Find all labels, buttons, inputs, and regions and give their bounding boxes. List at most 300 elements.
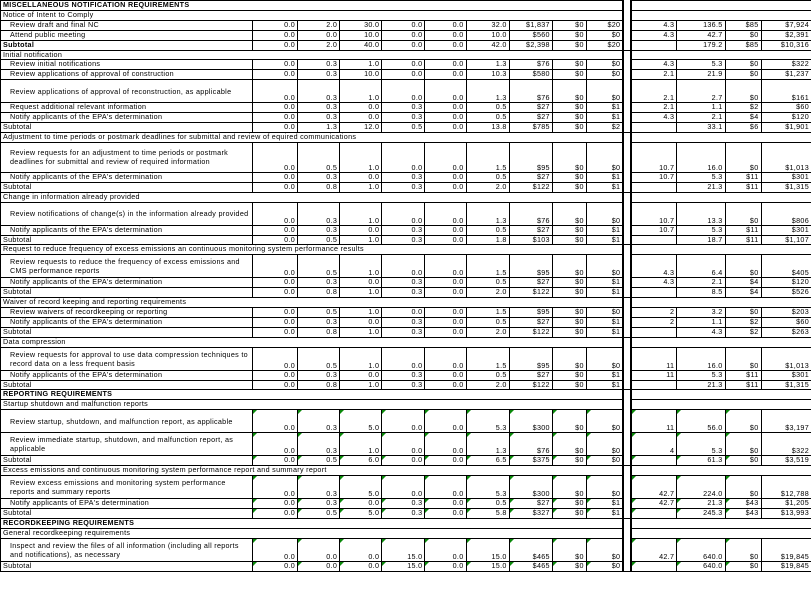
value-cell[interactable]: 0.0 (252, 20, 297, 30)
value-cell[interactable]: 0.3 (298, 476, 340, 499)
value-cell[interactable]: 6.4 (677, 255, 725, 278)
value-cell[interactable]: 33.1 (677, 123, 725, 133)
value-cell[interactable]: 0.0 (252, 410, 297, 433)
value-cell[interactable]: 0.5 (298, 235, 340, 245)
row-label[interactable]: Subtotal (1, 509, 253, 519)
value-cell[interactable]: $0 (552, 278, 586, 288)
value-cell[interactable] (631, 456, 677, 466)
row-label[interactable]: Review requests for an adjustment to time periods or postmark deadlines for submittal and review of required information (1, 142, 253, 172)
value-cell[interactable]: 0.3 (298, 370, 340, 380)
value-cell[interactable]: $1,205 (761, 499, 811, 509)
value-cell[interactable]: 11 (631, 347, 677, 370)
value-cell[interactable]: 0.5 (298, 347, 340, 370)
value-cell[interactable]: $465 (509, 561, 552, 571)
value-cell[interactable]: 1.0 (340, 288, 382, 298)
value-cell[interactable]: 0.0 (340, 499, 382, 509)
value-cell[interactable]: $2 (725, 317, 761, 327)
value-cell[interactable]: $1 (586, 225, 623, 235)
value-cell[interactable]: $1,901 (761, 123, 811, 133)
value-cell[interactable]: 245.3 (677, 509, 725, 519)
value-cell[interactable]: $76 (509, 80, 552, 103)
value-cell[interactable]: $301 (761, 172, 811, 182)
value-cell[interactable]: 0.5 (466, 278, 509, 288)
value-cell[interactable] (631, 327, 677, 337)
value-cell[interactable]: 0.0 (252, 182, 297, 192)
value-cell[interactable]: $11 (725, 370, 761, 380)
value-cell[interactable]: $11 (725, 380, 761, 390)
value-cell[interactable]: 4.3 (631, 20, 677, 30)
value-cell[interactable]: $19,845 (761, 561, 811, 571)
value-cell[interactable]: $0 (725, 202, 761, 225)
value-cell[interactable]: 0.5 (466, 317, 509, 327)
value-cell[interactable]: 15.0 (466, 538, 509, 561)
value-cell[interactable]: 0.0 (382, 202, 425, 225)
value-cell[interactable]: 13.3 (677, 202, 725, 225)
value-cell[interactable]: 0.0 (425, 60, 466, 70)
value-cell[interactable]: $1 (586, 278, 623, 288)
value-cell[interactable]: 0.3 (382, 113, 425, 123)
value-cell[interactable]: 15.0 (382, 561, 425, 571)
value-cell[interactable]: 0.0 (252, 538, 297, 561)
value-cell[interactable]: $7,924 (761, 20, 811, 30)
value-cell[interactable]: 21.3 (677, 182, 725, 192)
blank-cell[interactable] (631, 132, 811, 142)
value-cell[interactable]: $0 (586, 255, 623, 278)
value-cell[interactable]: 0.0 (382, 142, 425, 172)
value-cell[interactable]: 0.3 (298, 410, 340, 433)
value-cell[interactable]: 0.0 (425, 410, 466, 433)
value-cell[interactable]: $161 (761, 80, 811, 103)
value-cell[interactable]: $580 (509, 70, 552, 80)
row-label[interactable]: Request additional relevant information (1, 103, 253, 113)
value-cell[interactable]: 1.0 (340, 380, 382, 390)
value-cell[interactable]: 0.0 (252, 60, 297, 70)
value-cell[interactable]: $0 (586, 60, 623, 70)
row-label[interactable]: Notify applicants of the EPA's determination (1, 172, 253, 182)
value-cell[interactable]: $1,013 (761, 347, 811, 370)
value-cell[interactable]: $1 (586, 288, 623, 298)
value-cell[interactable]: $1,107 (761, 235, 811, 245)
value-cell[interactable]: 2.0 (298, 20, 340, 30)
value-cell[interactable]: $2,398 (509, 40, 552, 50)
value-cell[interactable]: 5.0 (340, 509, 382, 519)
row-label[interactable]: Notice of Intent to Comply (1, 10, 624, 20)
row-label[interactable]: Subtotal (1, 561, 253, 571)
value-cell[interactable]: 1.3 (466, 60, 509, 70)
blank-cell[interactable] (631, 50, 811, 60)
value-cell[interactable]: 0.0 (425, 499, 466, 509)
value-cell[interactable]: 0.0 (425, 182, 466, 192)
value-cell[interactable]: $4 (725, 288, 761, 298)
value-cell[interactable]: 0.0 (252, 499, 297, 509)
value-cell[interactable]: $301 (761, 225, 811, 235)
value-cell[interactable]: $11 (725, 172, 761, 182)
row-label[interactable]: Review requests for approval to use data compression techniques to record data on a less frequent basis (1, 347, 253, 370)
value-cell[interactable]: 0.0 (382, 308, 425, 318)
value-cell[interactable]: $0 (552, 30, 586, 40)
row-label[interactable]: Subtotal (1, 40, 253, 50)
value-cell[interactable]: 0.0 (425, 317, 466, 327)
value-cell[interactable]: $0 (552, 225, 586, 235)
value-cell[interactable]: $0 (586, 561, 623, 571)
value-cell[interactable]: $0 (586, 30, 623, 40)
value-cell[interactable]: $1 (586, 317, 623, 327)
value-cell[interactable]: $4 (725, 113, 761, 123)
value-cell[interactable]: 0.0 (252, 70, 297, 80)
value-cell[interactable]: 0.0 (425, 40, 466, 50)
value-cell[interactable]: 0.0 (382, 40, 425, 50)
value-cell[interactable]: $0 (552, 113, 586, 123)
value-cell[interactable]: 10.0 (466, 30, 509, 40)
value-cell[interactable]: 2.0 (298, 40, 340, 50)
value-cell[interactable]: $0 (552, 142, 586, 172)
value-cell[interactable]: 0.0 (382, 80, 425, 103)
row-label[interactable]: Review waivers of recordkeeping or reporting (1, 308, 253, 318)
value-cell[interactable]: 1.0 (340, 142, 382, 172)
value-cell[interactable]: $20 (586, 40, 623, 50)
value-cell[interactable]: $1 (586, 509, 623, 519)
value-cell[interactable]: 15.0 (382, 538, 425, 561)
value-cell[interactable]: 11 (631, 370, 677, 380)
value-cell[interactable]: 0.3 (382, 380, 425, 390)
value-cell[interactable]: 5.3 (466, 410, 509, 433)
value-cell[interactable]: 0.8 (298, 327, 340, 337)
value-cell[interactable]: $1 (586, 380, 623, 390)
value-cell[interactable]: $27 (509, 225, 552, 235)
value-cell[interactable]: 2.1 (631, 80, 677, 103)
value-cell[interactable]: 0.0 (425, 142, 466, 172)
value-cell[interactable]: 5.3 (677, 225, 725, 235)
value-cell[interactable] (631, 561, 677, 571)
value-cell[interactable]: $0 (725, 60, 761, 70)
value-cell[interactable]: 0.0 (252, 278, 297, 288)
value-cell[interactable]: 0.0 (340, 317, 382, 327)
value-cell[interactable]: $19,845 (761, 538, 811, 561)
value-cell[interactable]: $1,837 (509, 20, 552, 30)
value-cell[interactable]: $27 (509, 370, 552, 380)
value-cell[interactable] (631, 40, 677, 50)
value-cell[interactable]: 0.0 (425, 561, 466, 571)
value-cell[interactable]: 0.8 (298, 288, 340, 298)
row-label[interactable]: Notify applicants of the EPA's determination (1, 370, 253, 380)
value-cell[interactable]: $0 (552, 80, 586, 103)
value-cell[interactable]: 13.8 (466, 123, 509, 133)
value-cell[interactable]: $300 (509, 476, 552, 499)
value-cell[interactable]: 1.5 (466, 255, 509, 278)
value-cell[interactable]: 0.0 (425, 380, 466, 390)
row-label[interactable]: Change in information already provided (1, 192, 624, 202)
value-cell[interactable]: 1.0 (340, 347, 382, 370)
value-cell[interactable]: $20 (586, 20, 623, 30)
value-cell[interactable]: $0 (725, 410, 761, 433)
value-cell[interactable]: 0.5 (466, 103, 509, 113)
value-cell[interactable]: 0.3 (298, 103, 340, 113)
value-cell[interactable]: 5.3 (677, 60, 725, 70)
value-cell[interactable]: 42.0 (466, 40, 509, 50)
value-cell[interactable]: $0 (552, 70, 586, 80)
value-cell[interactable]: 42.7 (677, 30, 725, 40)
value-cell[interactable]: $0 (725, 433, 761, 456)
value-cell[interactable]: 0.0 (425, 456, 466, 466)
value-cell[interactable]: $1 (586, 235, 623, 245)
value-cell[interactable]: 0.0 (252, 202, 297, 225)
value-cell[interactable]: 0.0 (425, 278, 466, 288)
value-cell[interactable]: 0.0 (382, 433, 425, 456)
blank-cell[interactable] (631, 10, 811, 20)
value-cell[interactable]: 18.7 (677, 235, 725, 245)
value-cell[interactable]: $1 (586, 103, 623, 113)
value-cell[interactable]: 0.3 (382, 235, 425, 245)
value-cell[interactable]: $0 (725, 538, 761, 561)
blank-cell[interactable] (631, 528, 811, 538)
value-cell[interactable]: 1.0 (340, 235, 382, 245)
value-cell[interactable]: $1 (586, 499, 623, 509)
value-cell[interactable]: $120 (761, 278, 811, 288)
value-cell[interactable]: $0 (552, 509, 586, 519)
value-cell[interactable]: $203 (761, 308, 811, 318)
row-label[interactable]: Initial notification (1, 50, 624, 60)
value-cell[interactable]: 1.5 (466, 308, 509, 318)
value-cell[interactable]: $0 (586, 476, 623, 499)
value-cell[interactable]: $560 (509, 30, 552, 40)
value-cell[interactable]: 0.0 (252, 476, 297, 499)
value-cell[interactable]: $0 (552, 172, 586, 182)
value-cell[interactable]: 0.5 (298, 255, 340, 278)
value-cell[interactable]: 4.3 (631, 278, 677, 288)
value-cell[interactable]: 0.3 (298, 499, 340, 509)
value-cell[interactable]: $806 (761, 202, 811, 225)
value-cell[interactable]: $11 (725, 225, 761, 235)
value-cell[interactable]: 0.3 (382, 499, 425, 509)
value-cell[interactable]: 0.0 (252, 113, 297, 123)
value-cell[interactable]: $0 (552, 255, 586, 278)
value-cell[interactable]: 0.5 (382, 123, 425, 133)
value-cell[interactable]: $300 (509, 410, 552, 433)
value-cell[interactable]: $0 (586, 308, 623, 318)
value-cell[interactable]: 4.3 (677, 327, 725, 337)
value-cell[interactable]: 0.0 (425, 30, 466, 40)
value-cell[interactable]: $120 (761, 113, 811, 123)
value-cell[interactable]: 0.0 (252, 225, 297, 235)
value-cell[interactable]: 2.1 (677, 278, 725, 288)
value-cell[interactable]: 61.3 (677, 456, 725, 466)
value-cell[interactable]: 0.3 (382, 370, 425, 380)
value-cell[interactable]: $76 (509, 60, 552, 70)
value-cell[interactable]: 1.0 (340, 255, 382, 278)
value-cell[interactable]: $785 (509, 123, 552, 133)
value-cell[interactable]: 2.1 (677, 113, 725, 123)
value-cell[interactable]: 0.0 (382, 30, 425, 40)
value-cell[interactable]: $0 (552, 123, 586, 133)
value-cell[interactable]: 16.0 (677, 142, 725, 172)
value-cell[interactable]: 0.3 (298, 60, 340, 70)
row-label[interactable]: Notify applicants of EPA's determination (1, 499, 253, 509)
value-cell[interactable]: 2.1 (631, 70, 677, 80)
value-cell[interactable]: $85 (725, 20, 761, 30)
value-cell[interactable]: 0.3 (382, 288, 425, 298)
value-cell[interactable]: $10,316 (761, 40, 811, 50)
value-cell[interactable]: 1.0 (340, 60, 382, 70)
row-label[interactable]: Review applications of approval of reconstruction, as applicable (1, 80, 253, 103)
value-cell[interactable]: 0.0 (382, 410, 425, 433)
value-cell[interactable]: 0.0 (252, 509, 297, 519)
value-cell[interactable]: 0.0 (425, 476, 466, 499)
value-cell[interactable]: 0.0 (252, 433, 297, 456)
value-cell[interactable]: 0.3 (382, 278, 425, 288)
value-cell[interactable]: 42.7 (631, 476, 677, 499)
value-cell[interactable]: $0 (552, 40, 586, 50)
value-cell[interactable]: $0 (586, 142, 623, 172)
value-cell[interactable]: 1.3 (298, 123, 340, 133)
value-cell[interactable]: $1 (586, 327, 623, 337)
value-cell[interactable]: 0.0 (425, 255, 466, 278)
value-cell[interactable]: 0.0 (252, 123, 297, 133)
row-label[interactable]: RECORDKEEPING REQUIREMENTS (1, 518, 624, 528)
value-cell[interactable]: 0.5 (298, 509, 340, 519)
row-label[interactable]: Startup shutdown and malfunction reports (1, 400, 624, 410)
value-cell[interactable]: $0 (725, 347, 761, 370)
value-cell[interactable]: $76 (509, 433, 552, 456)
value-cell[interactable]: 0.0 (252, 347, 297, 370)
value-cell[interactable]: 1.1 (677, 103, 725, 113)
value-cell[interactable]: 0.0 (425, 370, 466, 380)
value-cell[interactable]: 2.0 (466, 380, 509, 390)
value-cell[interactable]: 0.5 (298, 308, 340, 318)
row-label[interactable]: Notify applicants of the EPA's determination (1, 225, 253, 235)
value-cell[interactable]: 0.0 (298, 30, 340, 40)
value-cell[interactable]: 2 (631, 317, 677, 327)
value-cell[interactable]: 4.3 (631, 30, 677, 40)
row-label[interactable]: Subtotal (1, 235, 253, 245)
value-cell[interactable]: 5.0 (340, 410, 382, 433)
value-cell[interactable]: 0.3 (298, 225, 340, 235)
value-cell[interactable]: $27 (509, 499, 552, 509)
value-cell[interactable]: 15.0 (466, 561, 509, 571)
value-cell[interactable]: 0.5 (466, 225, 509, 235)
value-cell[interactable]: 0.0 (382, 255, 425, 278)
value-cell[interactable]: 4.3 (631, 255, 677, 278)
value-cell[interactable]: $0 (552, 538, 586, 561)
value-cell[interactable]: 0.0 (252, 317, 297, 327)
value-cell[interactable]: 0.0 (298, 561, 340, 571)
value-cell[interactable]: 0.0 (340, 103, 382, 113)
row-label[interactable]: General recordkeeping requirements (1, 528, 624, 538)
value-cell[interactable]: $0 (586, 70, 623, 80)
value-cell[interactable]: $0 (725, 80, 761, 103)
row-label[interactable]: MISCELLANEOUS NOTIFICATION REQUIREMENTS (1, 1, 624, 11)
value-cell[interactable]: 0.5 (466, 499, 509, 509)
value-cell[interactable]: 0.0 (340, 225, 382, 235)
value-cell[interactable] (631, 288, 677, 298)
value-cell[interactable]: $2,391 (761, 30, 811, 40)
value-cell[interactable]: 1.0 (340, 433, 382, 456)
row-label[interactable]: Review draft and final NC (1, 20, 253, 30)
value-cell[interactable]: 2.7 (677, 80, 725, 103)
value-cell[interactable]: $11 (725, 182, 761, 192)
value-cell[interactable]: $11 (725, 235, 761, 245)
value-cell[interactable]: 0.0 (425, 225, 466, 235)
value-cell[interactable]: $0 (552, 327, 586, 337)
value-cell[interactable]: $27 (509, 172, 552, 182)
value-cell[interactable]: 0.0 (425, 327, 466, 337)
value-cell[interactable]: 1.3 (466, 433, 509, 456)
value-cell[interactable]: $0 (552, 433, 586, 456)
value-cell[interactable]: 1.3 (466, 202, 509, 225)
value-cell[interactable]: 0.0 (425, 308, 466, 318)
value-cell[interactable]: 0.0 (382, 20, 425, 30)
value-cell[interactable]: 10.7 (631, 172, 677, 182)
value-cell[interactable]: 21.9 (677, 70, 725, 80)
value-cell[interactable]: 0.3 (298, 317, 340, 327)
value-cell[interactable]: 0.3 (382, 103, 425, 113)
value-cell[interactable]: $1 (586, 370, 623, 380)
value-cell[interactable]: 0.0 (425, 113, 466, 123)
row-label[interactable]: Attend public meeting (1, 30, 253, 40)
value-cell[interactable]: 42.7 (631, 499, 677, 509)
value-cell[interactable]: 2 (631, 308, 677, 318)
value-cell[interactable]: 12.0 (340, 123, 382, 133)
value-cell[interactable]: $0 (552, 380, 586, 390)
value-cell[interactable]: $0 (552, 456, 586, 466)
value-cell[interactable]: $0 (725, 30, 761, 40)
row-label[interactable]: Waiver of record keeping and reporting requirements (1, 298, 624, 308)
value-cell[interactable]: $1 (586, 113, 623, 123)
row-label[interactable]: Subtotal (1, 456, 253, 466)
blank-cell[interactable] (631, 390, 811, 400)
value-cell[interactable]: 2.0 (466, 182, 509, 192)
blank-cell[interactable] (631, 1, 811, 11)
value-cell[interactable]: 0.0 (252, 308, 297, 318)
value-cell[interactable]: $526 (761, 288, 811, 298)
value-cell[interactable]: $103 (509, 235, 552, 245)
value-cell[interactable]: 0.3 (382, 225, 425, 235)
value-cell[interactable]: 4.3 (631, 113, 677, 123)
value-cell[interactable]: 0.0 (252, 172, 297, 182)
value-cell[interactable]: $122 (509, 182, 552, 192)
value-cell[interactable]: $60 (761, 103, 811, 113)
value-cell[interactable]: 0.0 (382, 70, 425, 80)
value-cell[interactable]: 1.8 (466, 235, 509, 245)
value-cell[interactable]: 179.2 (677, 40, 725, 50)
value-cell[interactable]: $0 (552, 202, 586, 225)
value-cell[interactable]: 0.0 (340, 172, 382, 182)
value-cell[interactable]: 3.2 (677, 308, 725, 318)
value-cell[interactable]: 0.0 (252, 103, 297, 113)
value-cell[interactable]: 136.5 (677, 20, 725, 30)
value-cell[interactable]: $2 (586, 123, 623, 133)
value-cell[interactable]: 0.0 (425, 235, 466, 245)
value-cell[interactable]: $3,197 (761, 410, 811, 433)
value-cell[interactable]: 16.0 (677, 347, 725, 370)
value-cell[interactable]: $0 (725, 142, 761, 172)
value-cell[interactable]: $95 (509, 142, 552, 172)
value-cell[interactable]: 10.7 (631, 142, 677, 172)
value-cell[interactable]: 5.3 (677, 370, 725, 380)
value-cell[interactable]: $3,519 (761, 456, 811, 466)
value-cell[interactable]: 0.0 (425, 80, 466, 103)
value-cell[interactable]: $301 (761, 370, 811, 380)
row-label[interactable]: Review applications of approval of construction (1, 70, 253, 80)
value-cell[interactable]: $0 (552, 561, 586, 571)
value-cell[interactable]: $0 (552, 347, 586, 370)
value-cell[interactable]: $0 (552, 182, 586, 192)
row-label[interactable]: Request to reduce frequency of excess emissions an continuous monitoring system performance results (1, 245, 624, 255)
value-cell[interactable]: $27 (509, 103, 552, 113)
value-cell[interactable]: 0.8 (298, 182, 340, 192)
value-cell[interactable]: 5.0 (340, 476, 382, 499)
value-cell[interactable]: 0.5 (466, 370, 509, 380)
value-cell[interactable]: 21.3 (677, 380, 725, 390)
